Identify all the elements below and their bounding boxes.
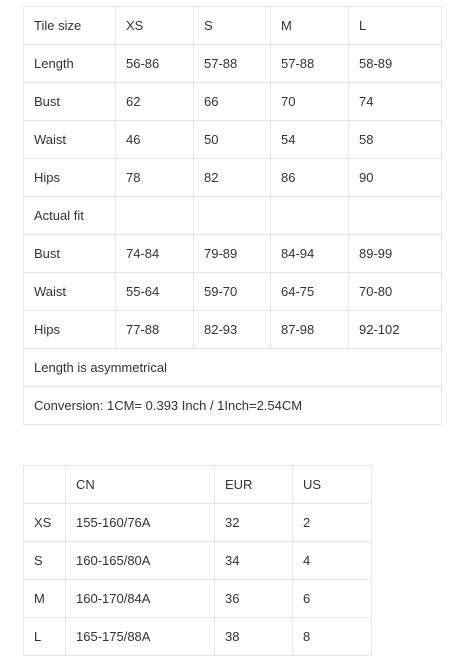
row-label: Bust <box>24 83 116 121</box>
table-cell: 32 <box>215 504 293 542</box>
row-label: M <box>24 580 66 618</box>
table-cell: 58 <box>349 121 442 159</box>
table-cell: 58-89 <box>349 45 442 83</box>
size-chart-table <box>23 6 442 425</box>
table-cell: 57-88 <box>271 45 349 83</box>
table-cell: 2 <box>293 504 372 542</box>
table-cell: 36 <box>215 580 293 618</box>
table-cell: 90 <box>349 159 442 197</box>
conversion-note: Conversion: 1CM= 0.393 Inch / 1Inch=2.54CM <box>24 387 442 425</box>
table-cell <box>271 197 349 235</box>
row-label: Length <box>24 45 116 83</box>
table-cell: 38 <box>215 618 293 656</box>
table-header-row <box>24 466 372 504</box>
header-cell <box>24 466 66 504</box>
table-row <box>24 580 372 618</box>
table-cell: 8 <box>293 618 372 656</box>
row-label: Waist <box>24 121 116 159</box>
header-cell: S <box>194 7 271 45</box>
table-cell: 46 <box>116 121 194 159</box>
header-cell: CN <box>66 466 215 504</box>
table-cell: 82-93 <box>194 311 271 349</box>
table-cell: 70 <box>271 83 349 121</box>
table-row <box>24 618 372 656</box>
header-cell: US <box>293 466 372 504</box>
row-label: XS <box>24 504 66 542</box>
note-row <box>24 349 442 387</box>
table-cell: 54 <box>271 121 349 159</box>
table-cell: 6 <box>293 580 372 618</box>
table-row <box>24 504 372 542</box>
table-cell: 165-175/88A <box>66 618 215 656</box>
table-cell: 160-170/84A <box>66 580 215 618</box>
table-cell: 57-88 <box>194 45 271 83</box>
table-cell: 70-80 <box>349 273 442 311</box>
table-cell: 160-165/80A <box>66 542 215 580</box>
table-cell: 4 <box>293 542 372 580</box>
table-cell: 79-89 <box>194 235 271 273</box>
table-cell <box>116 197 194 235</box>
row-label: Bust <box>24 235 116 273</box>
table-cell: 74 <box>349 83 442 121</box>
row-label: L <box>24 618 66 656</box>
table-row <box>24 235 442 273</box>
asymmetric-note: Length is asymmetrical <box>24 349 442 387</box>
table-cell: 59-70 <box>194 273 271 311</box>
table-row <box>24 159 442 197</box>
table-cell: 62 <box>116 83 194 121</box>
table-cell <box>349 197 442 235</box>
row-label: S <box>24 542 66 580</box>
header-cell: M <box>271 7 349 45</box>
table-row <box>24 45 442 83</box>
table-cell: 74-84 <box>116 235 194 273</box>
table-cell: 87-98 <box>271 311 349 349</box>
header-cell: XS <box>116 7 194 45</box>
table-cell: 82 <box>194 159 271 197</box>
row-label: Hips <box>24 311 116 349</box>
table-cell: 77-88 <box>116 311 194 349</box>
table-cell <box>194 197 271 235</box>
row-label: Hips <box>24 159 116 197</box>
row-label: Actual fit <box>24 197 116 235</box>
table-cell: 64-75 <box>271 273 349 311</box>
table-row <box>24 83 442 121</box>
row-label: Waist <box>24 273 116 311</box>
table-row <box>24 197 442 235</box>
table-cell: 84-94 <box>271 235 349 273</box>
size-conversion-table <box>23 465 372 656</box>
table-cell: 78 <box>116 159 194 197</box>
table-row <box>24 542 372 580</box>
header-cell: Tile size <box>24 7 116 45</box>
table-cell: 34 <box>215 542 293 580</box>
table-cell: 86 <box>271 159 349 197</box>
table-header-row <box>24 7 442 45</box>
table-row <box>24 273 442 311</box>
table-cell: 56-86 <box>116 45 194 83</box>
header-cell: L <box>349 7 442 45</box>
table-cell: 50 <box>194 121 271 159</box>
header-cell: EUR <box>215 466 293 504</box>
table-row <box>24 311 442 349</box>
table-cell: 66 <box>194 83 271 121</box>
note-row <box>24 387 442 425</box>
table-cell: 92-102 <box>349 311 442 349</box>
table-row <box>24 121 442 159</box>
table-cell: 155-160/76A <box>66 504 215 542</box>
table-cell: 55-64 <box>116 273 194 311</box>
table-cell: 89-99 <box>349 235 442 273</box>
